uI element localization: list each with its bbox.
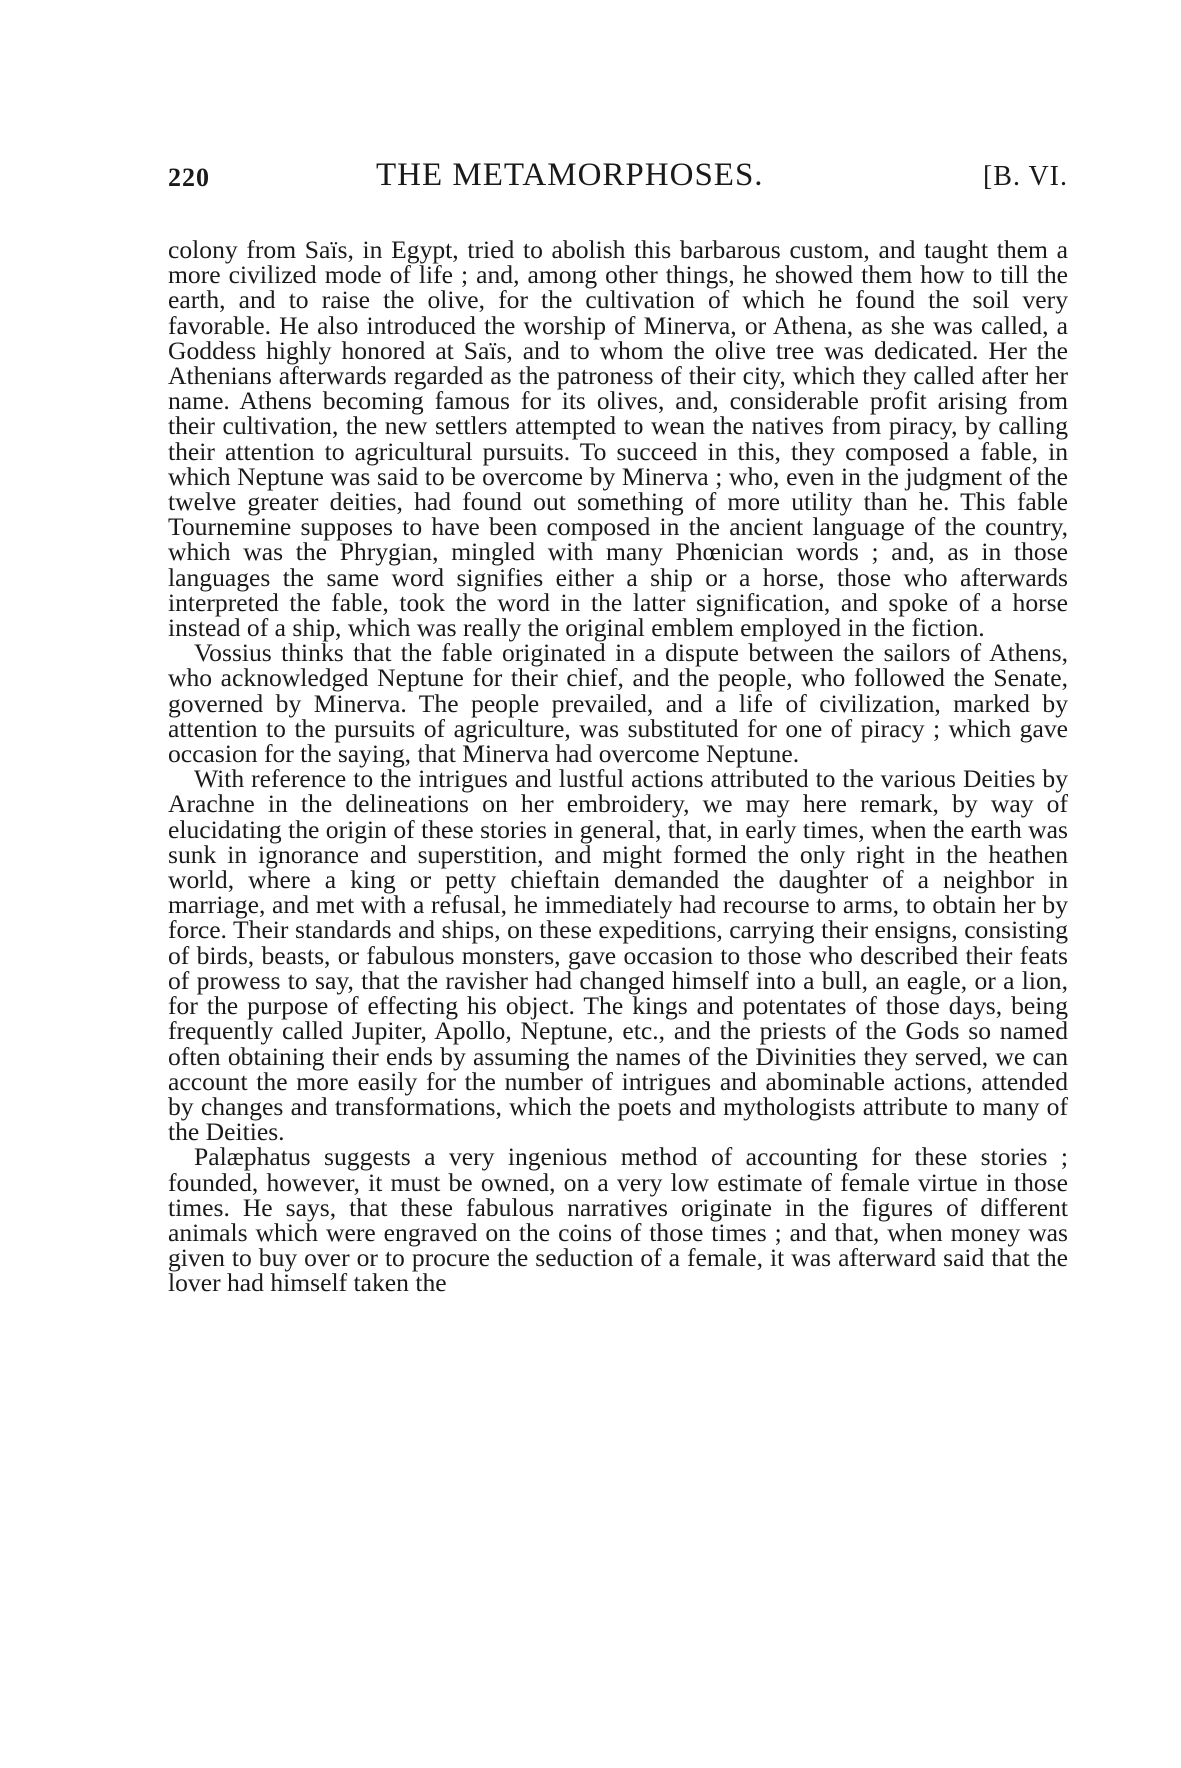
paragraph-palaephatus: Palæphatus suggests a very ingenious method of accounting for these stories ; founded, however, it must be owned, on a very low estimate of female virtue in those times. He says, that these fabulous narratives originate in the figures of different animals which were engraved on the coins of those times ; and that, when money was given to buy over or to procure the seduction of a female, it was afterward said that the lover had himself taken the	[168, 1142, 1068, 1298]
body-text	[168, 237, 1068, 1296]
running-title: THE METAMORPHOSES.	[376, 157, 764, 193]
paragraph-vossius: Vossius thinks that the fable originated in a dispute between the sailors of Athens, who acknowledged Neptune for their chief, and the people, who followed the Senate, governed by Minerva. The people prevailed, and a life of civilization, marked by attention to the pursuits of agriculture, was substituted for one of piracy ; which gave occasion for the saying, that Minerva had overcome Neptune.	[168, 638, 1068, 769]
page-number: 220	[168, 163, 210, 192]
paragraph-intrigues: With reference to the intrigues and lustful actions attributed to the various Deities by Arachne in the delineations on her embroidery, we may here remark, by way of elucidating the origin of these stories in general, that, in early times, when the earth was sunk in ignorance and superstition, and might formed the only right in the heathen world, where a king or petty chieftain demanded the daughter of a neighbor in marriage, and met with a refusal, he immediately had recourse to arms, to obtain her by force. Their standards and ships, on these expeditions, carrying their ensigns, consisting of birds, beasts, or fabulous monsters, gave occasion to those who described their feats of prowess to say, that the ravisher had changed himself into a bull, an eagle, or a lion, for the purpose of effecting his object. The kings and potentates of those days, being frequently called Jupiter, Apollo, Neptune, etc., and the priests of the Gods so named often obtaining their ends by assuming the names of the Divinities they served, we can account the more easily for the number of intrigues and abominable actions, attended by changes and transformations, which the poets and mythologists attribute to many of the Deities.	[168, 764, 1068, 1147]
page-header	[168, 157, 1068, 207]
book-reference: [B. VI.	[982, 161, 1068, 192]
paragraph-colony: colony from Saïs, in Egypt, tried to abolish this barbarous custom, and taught them a more civilized mode of life ; and, among other things, he showed them how to till the earth, and to raise the olive, for the cultivation of which he found the soil very favorable. He also introduced the worship of Minerva, or Athena, as she was called, a Goddess highly honored at Saïs, and to whom the olive tree was dedicated. Her the Athenians afterwards regarded as the patroness of their city, which they called after her name. Athens becoming famous for its olives, and, considerable profit arising from their cultivation, the new settlers attempted to wean the natives from piracy, by calling their attention to agricultural pursuits. To succeed in this, they composed a fable, in which Neptune was said to be overcome by Minerva ; who, even in the judgment of the twelve greater deities, had found out something of more utility than he. This fable Tournemine supposes to have been composed in the ancient language of the country, which was the Phrygian, mingled with many Phœnician words ; and, as in those languages the same word signifies either a ship or a horse, those who afterwards interpreted the fable, took the word in the latter signification, and spoke of a horse instead of a ship, which was really the original emblem employed in the fiction.	[168, 235, 1068, 643]
